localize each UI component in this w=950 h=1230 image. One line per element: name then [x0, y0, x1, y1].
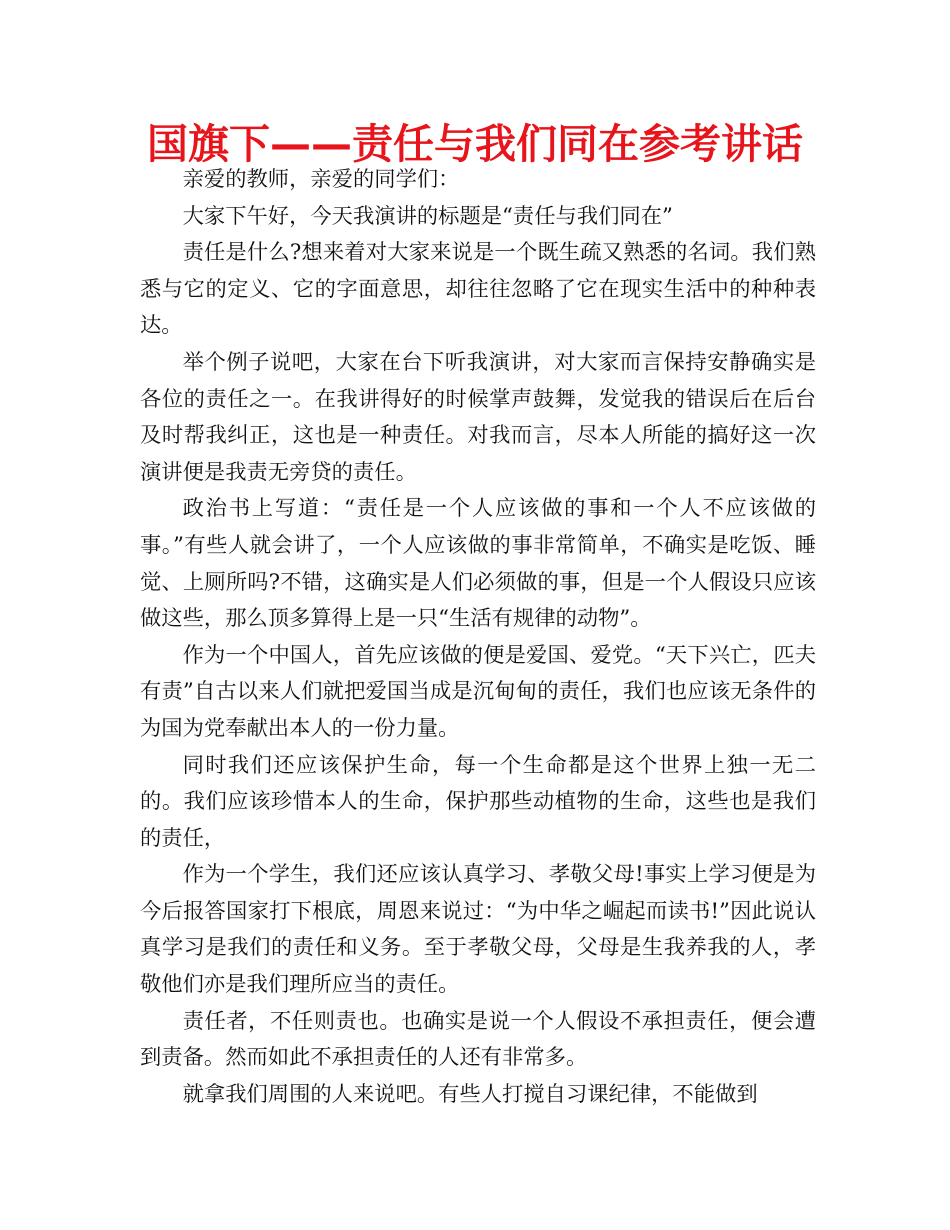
document-title: 国旗下——责任与我们同在参考讲话 — [147, 120, 803, 168]
document-body — [140, 162, 816, 1113]
paragraph: 作为一个中国人，首先应该做的便是爱国、爱党。“天下兴亡，匹夫有责”自古以来人们就把爱国当成是沉甸甸的责任，我们也应该无条件的为国为党奉献出本人的一份力量。 — [140, 642, 816, 741]
paragraph: 同时我们还应该保护生命，每一个生命都是这个世界上独一无二的。我们应该珍惜本人的生命，保护那些动植物的生命，这些也是我们的责任， — [140, 752, 816, 851]
paragraph: 责任者，不任则责也。也确实是说一个人假设不承担责任，便会遭到责备。然而如此不承担责任的人还有非常多。 — [140, 1008, 816, 1071]
paragraph: 责任是什么?想来着对大家来说是一个既生疏又熟悉的名词。我们熟悉与它的定义、它的字面意思，却往往忽略了它在现实生活中的种种表达。 — [140, 240, 816, 339]
paragraph-greeting: 大家下午好，今天我演讲的标题是“责任与我们同在” — [182, 203, 673, 229]
paragraph: 举个例子说吧，大家在台下听我演讲，对大家而言保持安静确实是各位的责任之一。在我讲得好的时候掌声鼓舞，发觉我的错误后在后台及时帮我纠正，这也是一种责任。对我而言，尽本人所能的搞好这一次演讲便是我责无旁贷的责任。 — [140, 349, 816, 485]
paragraph: 政治书上写道：“责任是一个人应该做的事和一个人不应该做的事。”有些人就会讲了，一个人应该做的事非常简单，不确实是吃饭、睡觉、上厕所吗?不错，这确实是人们必须做的事，但是一个人假设只应该做这些，那么顶多算得上是一只“生活有规律的动物”。 — [140, 496, 816, 632]
paragraph: 作为一个学生，我们还应该认真学习、孝敬父母!事实上学习便是为今后报答国家打下根底，周恩来说过：“为中华之崛起而读书!”因此说认真学习是我们的责任和义务。至于孝敬父母，父母是生我养我的人，孝敬他们亦是我们理所应当的责任。 — [140, 862, 816, 998]
paragraph-salutation: 亲爱的教师，亲爱的同学们： — [182, 167, 460, 192]
paragraph: 就拿我们周围的人来说吧。有些人打搅自习课纪律，不能做到 — [182, 1081, 758, 1107]
